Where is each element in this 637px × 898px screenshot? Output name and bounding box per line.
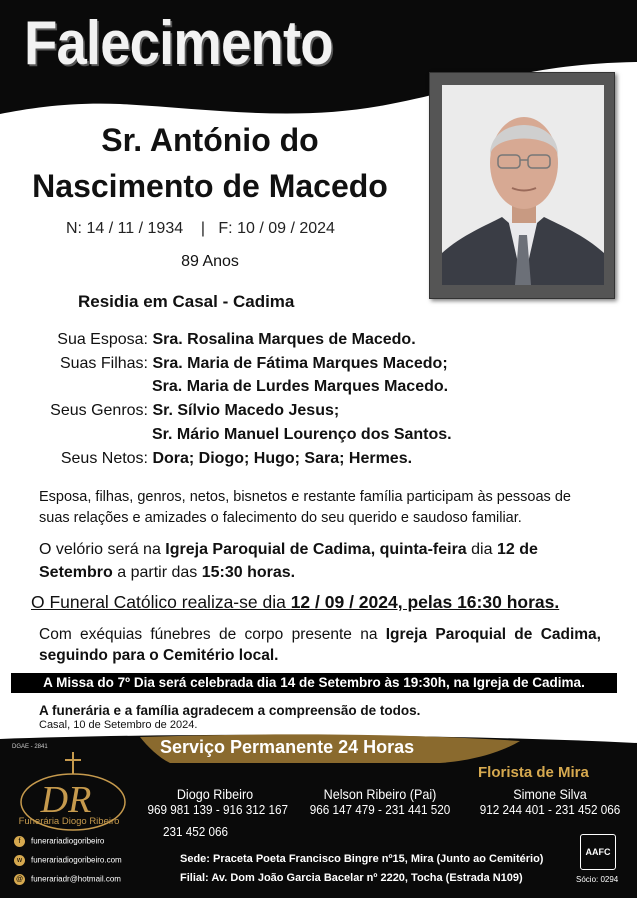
wake-day: quinta-feira	[379, 541, 467, 558]
member-number: Sócio: 0294	[576, 875, 619, 884]
grandchildren-label: Seus Netos:	[60, 450, 148, 467]
funeral-info	[31, 592, 559, 613]
place-date: Casal, 10 de Setembro de 2024.	[39, 719, 198, 731]
person-name: Diogo Ribeiro	[176, 786, 254, 802]
person-phone: 912 244 401 - 231 452 066	[479, 802, 621, 817]
email-contact[interactable]	[14, 874, 121, 885]
facebook-icon: f	[14, 836, 25, 847]
person-name: Simone Silva	[513, 786, 587, 802]
grandchildren-names: Dora; Diogo; Hugo; Sara; Hermes.	[152, 450, 413, 467]
contact-person-simone	[478, 786, 622, 817]
website-url: funerariadiogoribeiro.com	[31, 855, 122, 865]
exequias-text: Com exéquias fúnebres de corpo presente na	[39, 626, 386, 643]
spouse-label: Sua Esposa:	[57, 331, 148, 348]
wake-text-1: O velório será na	[39, 541, 166, 558]
email-address: funerariadr@hotmail.com	[31, 874, 121, 884]
residence: Residia em Casal - Cadima	[78, 292, 295, 311]
son-in-law-name-2: Sr. Mário Manuel Lourenço dos Santos.	[152, 426, 452, 443]
daughters-label: Suas Filhas:	[59, 355, 148, 372]
date-separator: |	[200, 220, 206, 237]
family-grandchildren	[44, 450, 412, 468]
announcement-text: Esposa, filhas, genros, netos, bisnetos e restante família participam às pessoas de suas relações e amizades o falecimento do seu querido e saudoso familiar.	[39, 489, 571, 526]
globe-icon: w	[14, 855, 25, 866]
association-logo-icon: AAFC	[580, 834, 616, 870]
wake-date: 12 de Setembro	[39, 541, 538, 581]
email-icon: @	[15, 876, 24, 883]
dgae-code: DGAE - 2841	[12, 744, 48, 750]
wake-time: 15:30 horas.	[201, 564, 296, 581]
mass-banner: A Missa do 7º Dia será celebrada dia 14 de Setembro às 19:30h, na Igreja de Cadima.	[11, 673, 617, 693]
page-heading: Falecimento	[24, 9, 333, 78]
sons-in-law-label: Seus Genros:	[50, 402, 148, 419]
wake-comma: ,	[370, 541, 380, 558]
exequias-info	[39, 624, 601, 666]
person-name: Nelson Ribeiro (Pai)	[323, 786, 437, 802]
person-phone-2: 231 452 066	[163, 824, 229, 839]
birth-date: N: 14 / 11 / 1934	[66, 220, 184, 237]
facebook-handle: funerariadiogoribeiro	[31, 836, 105, 846]
contact-person-diogo	[147, 786, 289, 817]
family-daughter-2	[152, 378, 448, 396]
funeral-text: O Funeral Católico realiza-se dia	[31, 592, 291, 612]
wake-text-2: dia	[466, 541, 497, 558]
death-date: F: 10 / 09 / 2024	[218, 220, 335, 237]
family-son-in-law-2	[152, 426, 452, 444]
family-spouse	[44, 331, 416, 349]
contact-person-diogo-extra	[163, 824, 229, 839]
exequias-place: Igreja Paroquial de Cadima, seguindo para o Cemitério local.	[39, 626, 601, 664]
person-phone: 969 981 139 - 916 312 167	[147, 802, 289, 817]
florist-name: Florista de Mira	[478, 764, 589, 781]
website-contact[interactable]	[14, 855, 122, 866]
logo-name: Funerária Diogo Ribeiro	[18, 816, 120, 827]
spouse-name: Sra. Rosalina Marques de Macedo.	[152, 331, 416, 348]
facebook-contact[interactable]	[14, 836, 104, 847]
service-banner: Serviço Permanente 24 Horas	[160, 737, 415, 757]
family-daughters	[44, 355, 448, 373]
wake-place: Igreja Paroquial de Cadima	[165, 541, 371, 558]
life-dates	[66, 220, 335, 238]
logo-initials: DR	[40, 779, 92, 821]
family-sons-in-law	[38, 402, 339, 420]
thanks-text: A funerária e a família agradecem a compreensão de todos.	[39, 703, 421, 718]
son-in-law-name-1: Sr. Sílvio Macedo Jesus;	[152, 402, 340, 419]
address-headquarters: Sede: Praceta Poeta Francisco Bingre nº15, Mira (Junto ao Cemitério)	[180, 853, 544, 865]
address-branch: Filial: Av. Dom João Garcia Bacelar nº 2220, Tocha (Estrada N109)	[180, 872, 523, 884]
person-phone: 966 147 479 - 231 441 520	[309, 802, 451, 817]
wake-text-3: a partir das	[112, 564, 202, 581]
daughter-name-1: Sra. Maria de Fátima Marques Macedo;	[152, 355, 448, 372]
portrait-photo	[442, 85, 604, 285]
age: 89 Anos	[181, 253, 239, 270]
deceased-name-line1: Sr. António do	[101, 122, 319, 158]
contact-person-nelson	[308, 786, 452, 817]
funeral-date-time: 12 / 09 / 2024, pelas 16:30 horas.	[290, 592, 560, 612]
deceased-name-line2: Nascimento de Macedo	[32, 168, 388, 204]
portrait-frame	[429, 72, 615, 299]
wake-info	[39, 538, 604, 584]
daughter-name-2: Sra. Maria de Lurdes Marques Macedo.	[152, 378, 449, 395]
